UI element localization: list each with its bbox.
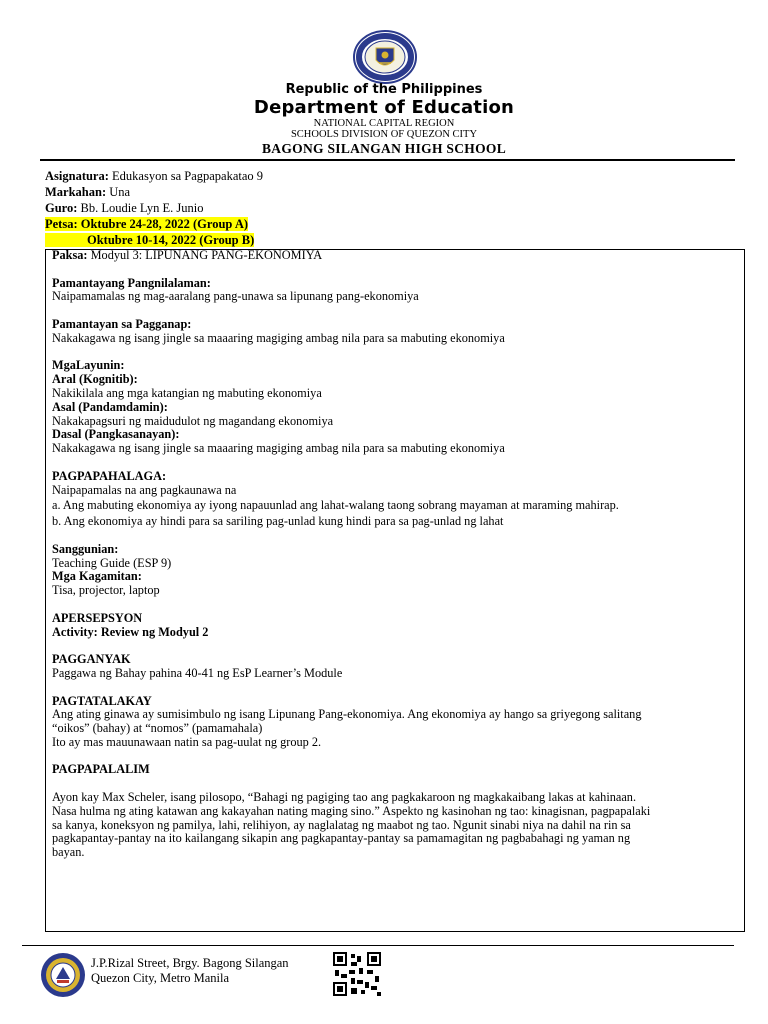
quarter-value: Una xyxy=(109,185,131,199)
teacher-row xyxy=(45,200,263,216)
date-group-a: Oktubre 24-28, 2022 (Group A) xyxy=(80,217,249,231)
dasal-text: Nakakagawa ng isang jingle sa maaaring magiging ambag nila para sa mabuting ekonomiya xyxy=(52,441,505,456)
deepening-line-4: pagkapantay-pantay na ito kailangang sikapin ang pagkapantay-pantay sa pamamagitan ng pagbabahagi ng yaman ng xyxy=(52,831,631,846)
footer-divider xyxy=(22,945,734,946)
qr-code-icon xyxy=(333,952,381,996)
header-department: Department of Education xyxy=(253,97,515,118)
apperception-activity: Activity: Review ng Modyul 2 xyxy=(52,624,209,639)
values-item-b: b. Ang ekonomiya ay hindi para sa sariling pag-unlad kung hindi para sa pag-unlad ng lahat xyxy=(52,514,504,529)
motivation-title: PAGGANYAK xyxy=(52,652,131,667)
values-item-a: a. Ang mabuting ekonomiya ay iyong napauunlad ang lahat-walang taong sobrang mayaman at maraming mahirap. xyxy=(52,498,619,513)
subject-label: Asignatura: xyxy=(45,169,109,183)
topic-row xyxy=(52,249,738,263)
references-text: Teaching Guide (ESP 9) xyxy=(52,555,172,570)
performance-standard-text: Nakakagawa ng isang jingle sa maaaring magiging ambag nila para sa mabuting ekonomiya xyxy=(52,330,505,345)
footer-address xyxy=(91,956,289,986)
discussion-title: PAGTATALAKAY xyxy=(52,693,152,708)
teacher-value: Bb. Loudie Lyn E. Junio xyxy=(80,201,204,215)
content-standard-text: Naipamamalas ng mag-aaralang pang-unawa sa lipunang pang-ekonomiya xyxy=(52,289,419,304)
lesson-meta xyxy=(45,168,263,248)
topic-label: Paksa: xyxy=(52,248,88,262)
objectives-title: MgaLayunin: xyxy=(52,358,125,373)
date-group-b: Oktubre 10-14, 2022 (Group B) xyxy=(45,233,254,247)
date-row-b xyxy=(45,232,263,248)
header-division: SCHOOLS DIVISION OF QUEZON CITY xyxy=(290,129,478,140)
topic-value: Modyul 3: LIPUNANG PANG-EKONOMIYA xyxy=(90,248,323,262)
discussion-line-1: Ang ating ginawa ay sumisimbulo ng isang Lipunang Pang-ekonomiya. Ang ekonomiya ay hango sa griyegong salitang xyxy=(52,707,642,722)
teacher-label: Guro: xyxy=(45,201,78,215)
asal-title: Asal (Pandamdamin): xyxy=(52,399,168,414)
deepening-line-2: Nasa hulma ng ating katawan ang kakayahan nating maging sino.” Aspekto ng kasinohan ng tao: kinagisnan, pagpapalaki xyxy=(52,803,651,818)
deepening-line-3: sa kanya, koneksyon ng pamilya, lahi, relihiyon, ay naglalatag ng maabot ng tao. Ngunit sinabi niya na dahil na rin sa xyxy=(52,817,631,832)
apperception-title: APERSEPSYON xyxy=(52,610,143,625)
dasal-title: Dasal (Pangkasanayan): xyxy=(52,427,180,442)
aral-title: Aral (Kognitib): xyxy=(52,372,138,387)
header-school-name: BAGONG SILANGAN HIGH SCHOOL xyxy=(261,141,506,156)
motivation-text: Paggawa ng Bahay pahina 40-41 ng EsP Learner’s Module xyxy=(52,665,343,680)
asal-text: Nakakapagsuri ng maidudulot ng magandang ekonomiya xyxy=(52,413,334,428)
discussion-line-2: “oikos” (bahay) at “nomos” (pamamahala) xyxy=(52,721,263,736)
header-republic: Republic of the Philippines xyxy=(285,82,483,97)
deped-seal-logo xyxy=(352,30,418,84)
subject-row xyxy=(45,168,263,184)
lesson-plan-content xyxy=(52,249,738,860)
performance-standard-title: Pamantayan sa Pagganap: xyxy=(52,316,192,331)
materials-title: Mga Kagamitan: xyxy=(52,569,142,584)
quarter-row xyxy=(45,184,263,200)
address-line-2: Quezon City, Metro Manila xyxy=(91,971,230,985)
materials-text: Tisa, projector, laptop xyxy=(52,583,160,598)
aral-text: Nakikilala ang mga katangian ng mabuting ekonomiya xyxy=(52,385,322,400)
address-line-1: J.P.Rizal Street, Brgy. Bagong Silangan xyxy=(91,956,289,970)
references-title: Sanggunian: xyxy=(52,541,119,556)
header-divider xyxy=(40,159,735,161)
deepening-line-5: bayan. xyxy=(52,845,85,860)
values-intro: Naipapamalas na ang pagkaunawa na xyxy=(52,482,237,497)
content-standard-title: Pamantayang Pangnilalaman: xyxy=(52,275,211,290)
discussion-line-3: Ito ay mas mauunawaan natin sa pag-uulat ng group 2. xyxy=(52,734,322,749)
school-seal-logo xyxy=(40,952,86,998)
date-row-a xyxy=(45,216,263,232)
values-title: PAGPAPAHALAGA: xyxy=(52,468,167,483)
header-region: NATIONAL CAPITAL REGION xyxy=(313,118,455,129)
subject-value: Edukasyon sa Pagpapakatao 9 xyxy=(112,169,264,183)
quarter-label: Markahan: xyxy=(45,185,107,199)
deepening-line-1: Ayon kay Max Scheler, isang pilosopo, “Bahagi ng pagiging tao ang pagkakaroon ng magkakaibang lakas at kahinaan. xyxy=(52,790,637,805)
deepening-title: PAGPAPALALIM xyxy=(52,762,150,777)
date-label: Petsa: xyxy=(45,217,78,231)
